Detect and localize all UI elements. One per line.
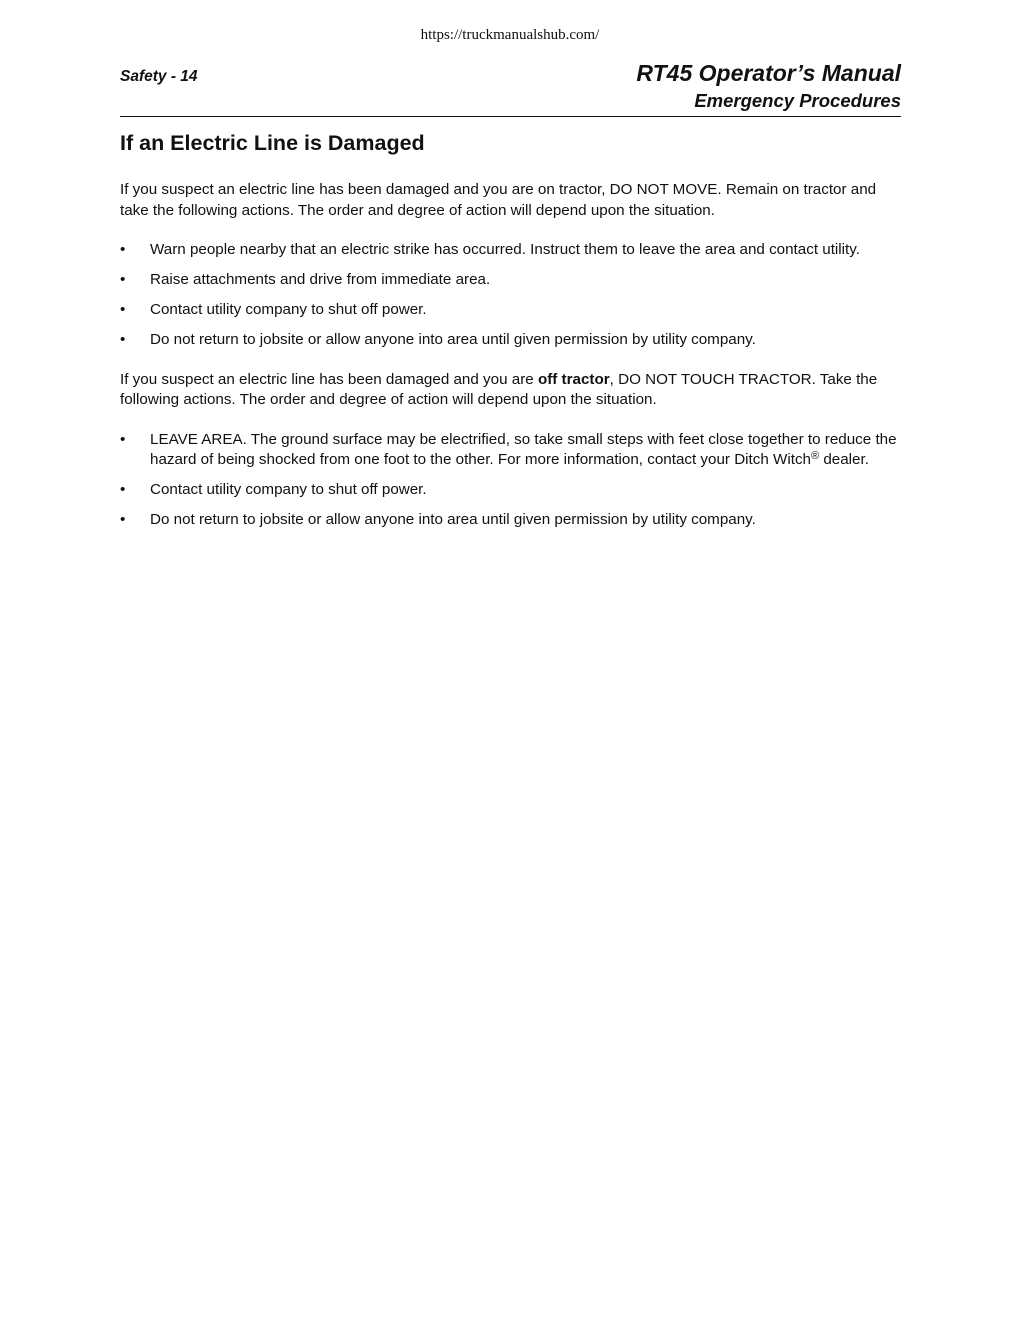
off-tractor-intro	[120, 370, 901, 411]
manual-title: RT45 Operator’s Manual	[636, 60, 901, 86]
leave-area-text: LEAVE AREA. The ground surface may be electrified, so take small steps with feet close together to reduce the hazard of being shocked from one foot to the other. For more information, contact your Ditch Witch	[150, 430, 897, 468]
off-tractor-intro-start: If you suspect an electric line has been damaged and you are	[120, 370, 538, 388]
section-name: Emergency Procedures	[694, 90, 901, 111]
list-item: • Contact utility company to shut off power.	[120, 480, 901, 501]
list-item: • Raise attachments and drive from immediate area.	[120, 270, 901, 291]
on-tractor-intro: If you suspect an electric line has been damaged and you are on tractor, DO NOT MOVE. Remain on tractor and take the following actions. The order and degree of action will depend upon the situation.	[120, 181, 877, 219]
on-tractor-list	[120, 240, 901, 351]
list-item: • Do not return to jobsite or allow anyone into area until given permission by utility company.	[120, 510, 901, 531]
page-label: Safety - 14	[120, 68, 198, 85]
list-item: • Warn people nearby that an electric strike has occurred. Instruct them to leave the area and contact utility.	[120, 240, 901, 261]
page-header	[120, 60, 901, 117]
off-tractor-intro-end: , DO NOT TOUCH TRACTOR. Take the following actions. The order and degree of action will depend upon the situation.	[120, 370, 878, 408]
list-item: • Do not return to jobsite or allow anyone into area until given permission by utility company.	[120, 330, 901, 351]
list-item	[120, 430, 901, 471]
section-heading: If an Electric Line is Damaged	[120, 131, 425, 155]
off-tractor-list	[120, 430, 901, 531]
list-item: • Contact utility company to shut off power.	[120, 300, 901, 321]
off-tractor-emphasis: off tractor	[537, 370, 610, 388]
registered-mark: ®	[810, 450, 820, 462]
page-content	[120, 128, 901, 550]
leave-area-text-end: dealer.	[819, 451, 869, 468]
source-url: https://truckmanualshub.com/	[420, 27, 600, 43]
